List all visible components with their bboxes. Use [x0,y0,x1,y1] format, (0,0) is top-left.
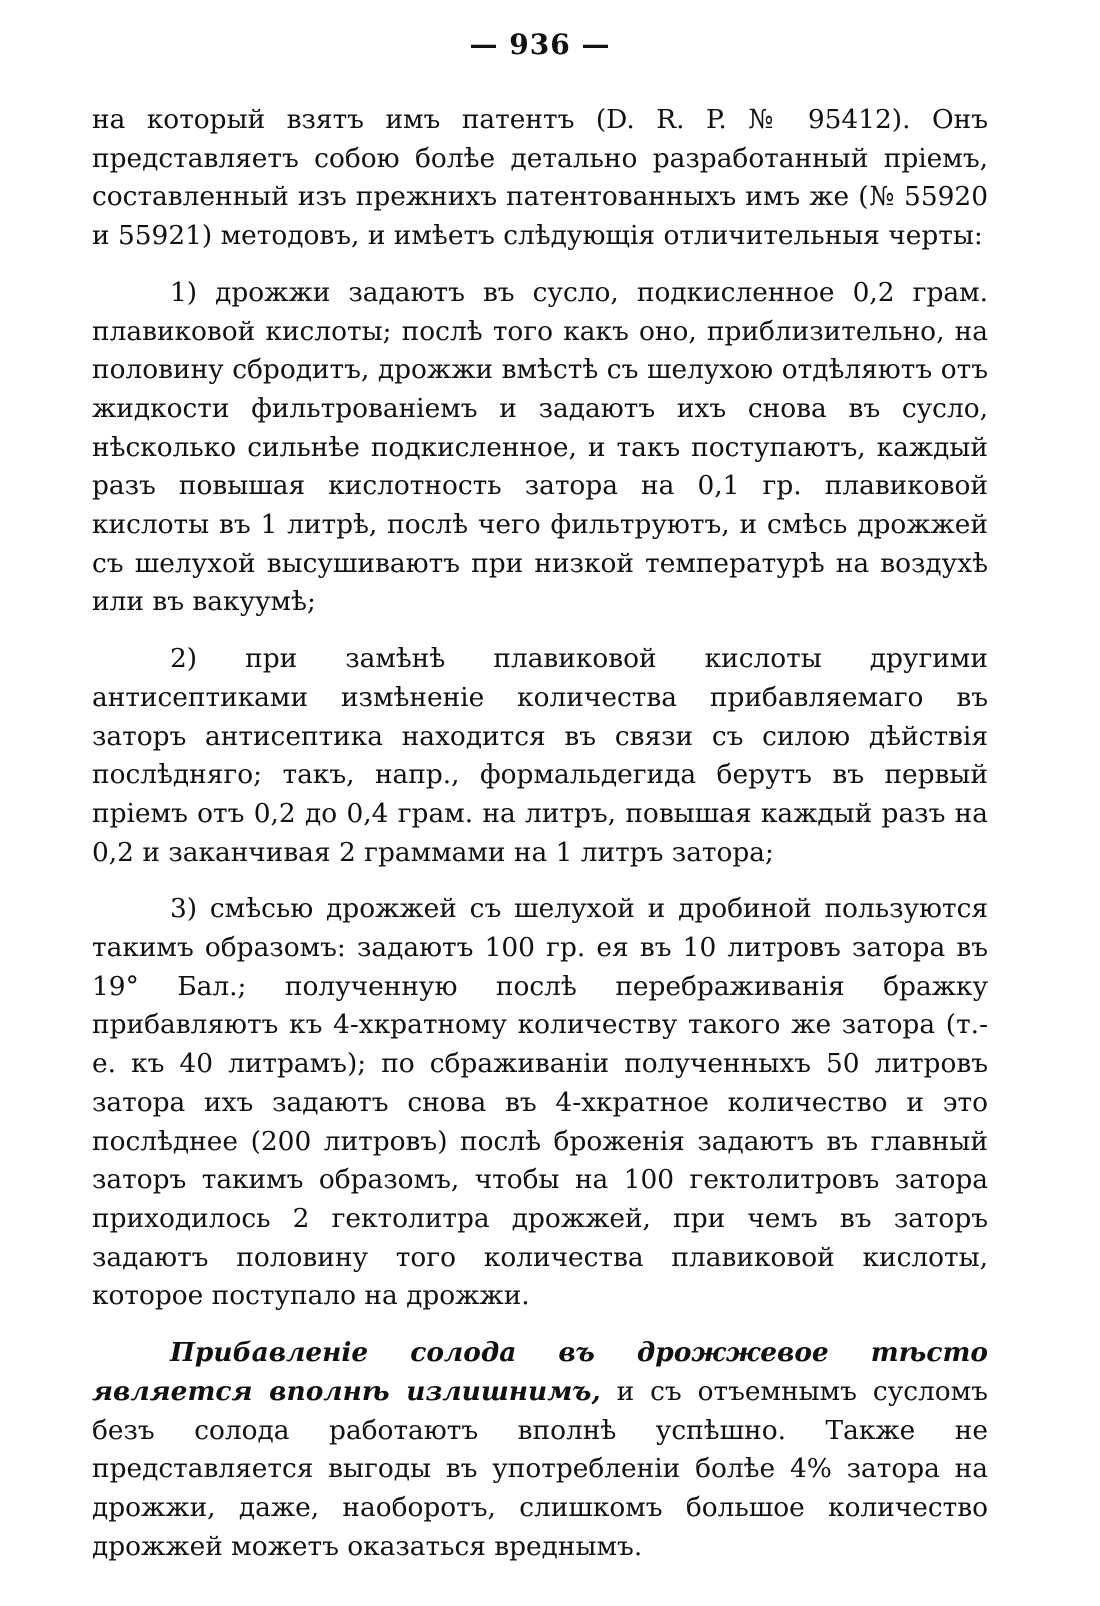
paragraph-item-2: 2) при замѣнѣ плавиковой кислоты другими антисептиками измѣненіе количества прибавляемаго въ заторъ антисептика находится въ связи съ силою дѣйствія послѣдняго; такъ, напр., формальдегида берутъ въ первый пріемъ отъ 0,2 до 0,4 грам. на литръ, повышая каждый разъ на 0,2 и заканчивая 2 граммами на 1 литръ затора; [92,643,988,868]
paragraph-item-1: 1) дрожжи задаютъ въ сусло, подкисленное 0,2 грам. плавиковой кислоты; послѣ того какъ оно, приблизительно, на половину сбродитъ, дрожжи вмѣстѣ съ шелухою отдѣляютъ отъ жидкости фильтрованіемъ и задаютъ ихъ снова въ сусло, нѣсколько сильнѣе подкисленное, и такъ поступаютъ, каждый разъ повышая кислотность затора на 0,1 гр. плавиковой кислоты въ 1 литрѣ, послѣ чего фильтруютъ, и смѣсь дрожжей съ шелухой высушиваютъ при низкой температурѣ на воздухѣ или въ вакуумѣ; [92,276,988,618]
paragraph-malt-note [92,1334,988,1566]
emphasized-phrase: Прибавленіе солода въ дрожжевое тѣсто является вполнѣ излишнимъ, [92,1337,988,1407]
paragraph-item-3: 3) смѣсью дрожжей съ шелухой и дробиной пользуются такимъ образомъ: задаютъ 100 гр. ея въ 10 литровъ затора въ 19° Бал.; полученную послѣ перебраживанія бражку прибавляютъ къ 4-хкратному количеству такого же затора (т.-е. къ 40 литрамъ); по сбраживаніи полученныхъ 50 литровъ затора ихъ задаютъ снова въ 4-хкратное количество и это послѣднее (200 литровъ) послѣ броженія задаютъ въ главный заторъ такимъ образомъ, чтобы на 100 гектолитровъ затора приходилось 2 гектолитра дрожжей, при чемъ въ заторъ задаютъ половину того количества плавиковой кислоты, которое поступало на дрожжи. [92,893,988,1312]
paragraph-malt-note-text: и съ отъемнымъ сусломъ безъ солода работаютъ вполнѣ успѣшно. Также не представляется выгоды въ употребленіи болѣе 4% затора на дрожжи, даже, наоборотъ, слишкомъ большое количество дрожжей можетъ оказаться вреднымъ. [92,1375,988,1562]
page-number: — 936 — [469,28,611,61]
paragraph-patent-intro: на который взятъ имъ патентъ (D. R. P. № 95412). Онъ представляетъ собою болѣе детально разработанный пріемъ, составленный изъ прежнихъ патентованныхъ имъ же (№ 55920 и 55921) методовъ, и имѣетъ слѣдующія отличительныя черты: [92,104,988,252]
